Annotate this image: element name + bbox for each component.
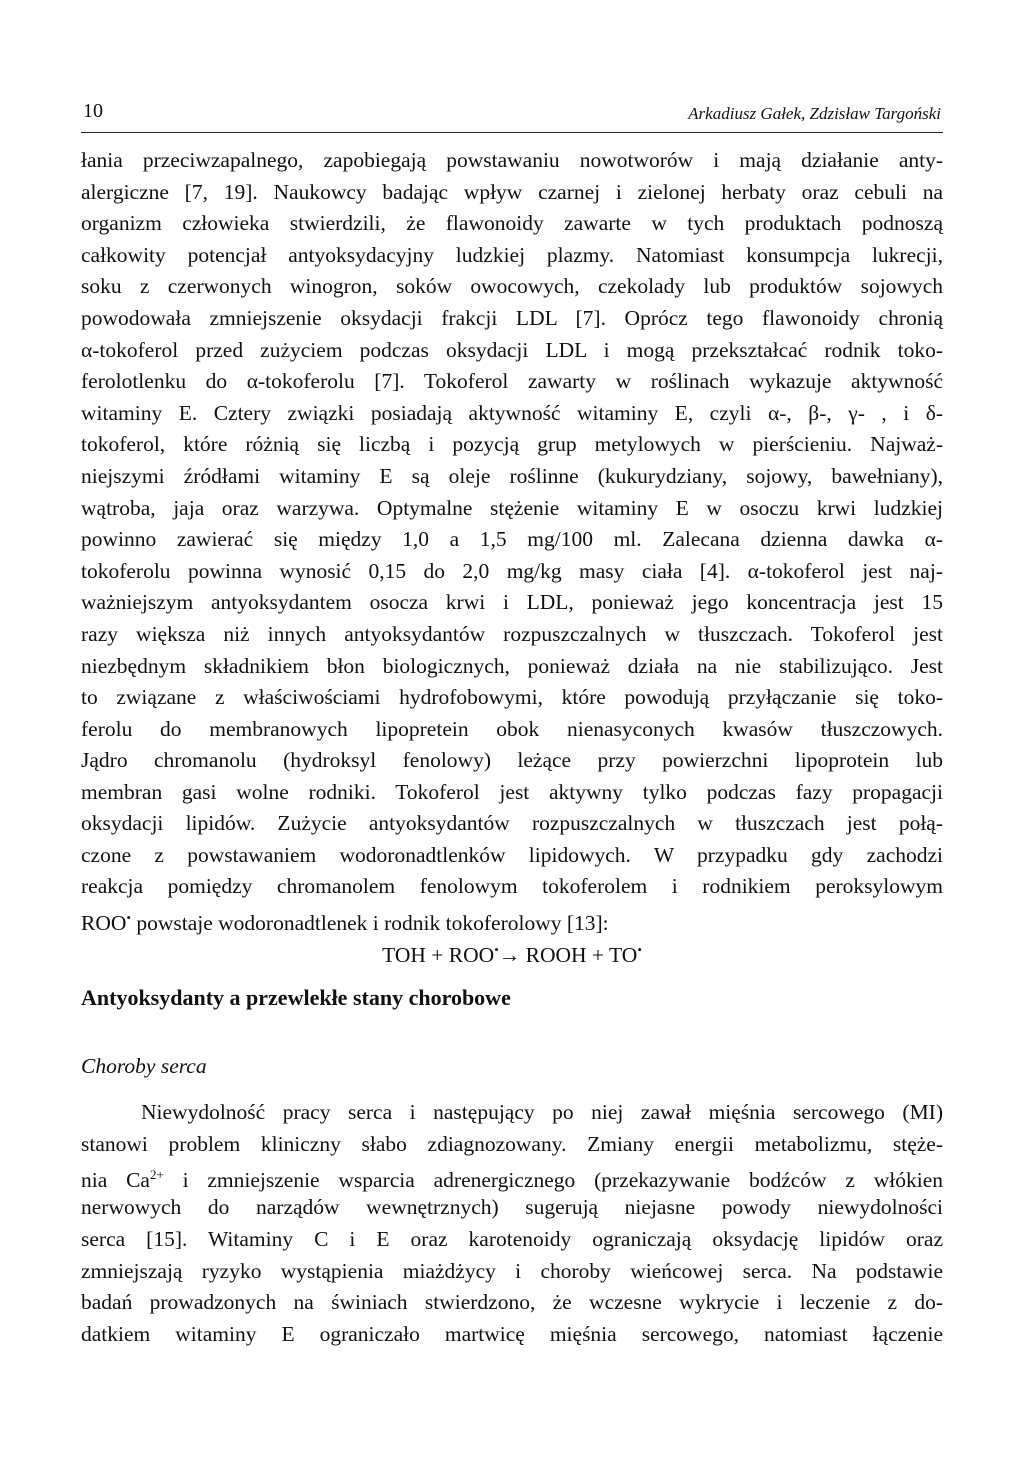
text-line: stanowi problem kliniczny słabo zdiagnozowany. Zmiany energii metabolizmu, stęże- bbox=[81, 1132, 943, 1156]
text-line: czone z powstawaniem wodoronadtlenków lipidowych. W przypadku gdy zachodzi bbox=[81, 843, 943, 867]
equation-right: ROOH + TO bbox=[520, 943, 638, 968]
text-line: tokoferol, które różnią się liczbą i pozycją grup metylowych w pierścieniu. Najważ- bbox=[81, 432, 943, 456]
text-line: alergiczne [7, 19]. Naukowcy badając wpływ czarnej i zielonej herbaty oraz cebuli na bbox=[81, 180, 943, 204]
text-line: membran gasi wolne rodniki. Tokoferol jest aktywny tylko podczas fazy propagacji bbox=[81, 780, 943, 804]
text-line: razy większa niż innych antyoksydantów rozpuszczalnych w tłuszczach. Tokoferol jest bbox=[81, 622, 943, 646]
text-line: Jądro chromanolu (hydroksyl fenolowy) leżące przy powierzchni lipoprotein lub bbox=[81, 748, 943, 772]
text-line: niezbędnym składnikiem błon biologicznych, ponieważ działa na nie stabilizująco. Jest bbox=[81, 654, 943, 678]
text-line: reakcja pomiędzy chromanolem fenolowym tokoferolem i rodnikiem peroksylowym bbox=[81, 874, 943, 898]
line-rest: i zmniejszenie wsparcia adrenergicznego (przekazywanie bodźców z włókien bbox=[163, 1168, 943, 1193]
text-line: to związane z właściwościami hydrofobowymi, które powodują przyłączanie się toko- bbox=[81, 685, 943, 709]
text-line: organizm człowieka stwierdzili, że flawonoidy zawarte w tych produktach podnoszą bbox=[81, 211, 943, 235]
reaction-arrow: → bbox=[498, 943, 521, 968]
text-line: ferolu do membranowych lipopretein obok nienasyconych kwasów tłuszczowych. bbox=[81, 717, 943, 741]
text-line: powinno zawierać się między 1,0 a 1,5 mg/100 ml. Zalecana dzienna dawka α- bbox=[81, 527, 943, 551]
charge-superscript: 2+ bbox=[149, 1167, 164, 1182]
text-line: α-tokoferol przed zużyciem podczas oksydacji LDL i mogą przekształcać rodnik toko- bbox=[81, 338, 943, 362]
section-heading: Antyoksydanty a przewlekłe stany chorobowe bbox=[81, 985, 511, 1010]
text-line: serca [15]. Witaminy C i E oraz karotenoidy ograniczają oksydację lipidów oraz bbox=[81, 1227, 943, 1251]
text-line: tokoferolu powinna wynosić 0,15 do 2,0 mg/kg masy ciała [4]. α-tokoferol jest naj- bbox=[81, 559, 943, 583]
text-line: łania przeciwzapalnego, zapobiegają powstawaniu nowotworów i mają działanie anty- bbox=[81, 148, 943, 172]
text-line-indented: Niewydolność pracy serca i następujący po niej zawał mięśnia sercowego (MI) bbox=[141, 1100, 943, 1124]
line-rest: powstaje wodoronadtlenek i rodnik tokoferolowy [13]: bbox=[130, 911, 609, 936]
text-line bbox=[81, 1160, 943, 1195]
text-line: ferolotlenku do α-tokoferolu [7]. Tokoferol zawarty w roślinach wykazuje aktywność bbox=[81, 369, 943, 393]
ca-text: nia Ca bbox=[81, 1168, 150, 1193]
roo-text: ROO bbox=[81, 911, 127, 936]
text-line: witaminy E. Cztery związki posiadają aktywność witaminy E, czyli α-, β-, γ- , i δ- bbox=[81, 401, 943, 425]
text-line: niejszymi źródłami witaminy E są oleje roślinne (kukurydziany, sojowy, bawełniany), bbox=[81, 464, 943, 488]
text-line: powodowała zmniejszenie oksydacji frakcji LDL [7]. Oprócz tego flawonoidy chronią bbox=[81, 306, 943, 330]
equation-left: TOH + ROO bbox=[382, 943, 495, 968]
radical-dot: • bbox=[637, 942, 642, 957]
text-line: wątroba, jaja oraz warzywa. Optymalne stężenie witaminy E w osoczu krwi ludzkiej bbox=[81, 496, 943, 520]
running-head-authors: Arkadiusz Gałek, Zdzisław Targoński bbox=[688, 104, 941, 123]
text-line: badań prowadzonych na świniach stwierdzono, że wczesne wykrycie i leczenie z do- bbox=[81, 1290, 943, 1314]
chemical-equation bbox=[81, 935, 943, 970]
text-line: soku z czerwonych winogron, soków owocowych, czekolady lub produktów sojowych bbox=[81, 274, 943, 298]
page-number: 10 bbox=[83, 100, 103, 122]
radical-dot: • bbox=[494, 942, 499, 957]
subsection-heading: Choroby serca bbox=[81, 1054, 207, 1078]
text-line: nerwowych do narządów wewnętrznych) sugerują niejasne powody niewydolności bbox=[81, 1195, 943, 1219]
text-line: zmniejszają ryzyko wystąpienia miażdżycy i choroby wieńcowej serca. Na podstawie bbox=[81, 1259, 943, 1283]
text-line: oksydacji lipidów. Zużycie antyoksydantów rozpuszczalnych w tłuszczach jest połą- bbox=[81, 811, 943, 835]
text-line: datkiem witaminy E ograniczało martwicę mięśnia sercowego, natomiast łączenie bbox=[81, 1322, 943, 1346]
text-line: całkowity potencjał antyoksydacyjny ludzkiej plazmy. Natomiast konsumpcja lukrecji, bbox=[81, 243, 943, 267]
text-line: ważniejszym antyoksydantem osocza krwi i LDL, ponieważ jego koncentracja jest 15 bbox=[81, 590, 943, 614]
radical-dot: • bbox=[126, 910, 131, 925]
text-line-last bbox=[81, 903, 943, 938]
page-header bbox=[81, 96, 943, 133]
